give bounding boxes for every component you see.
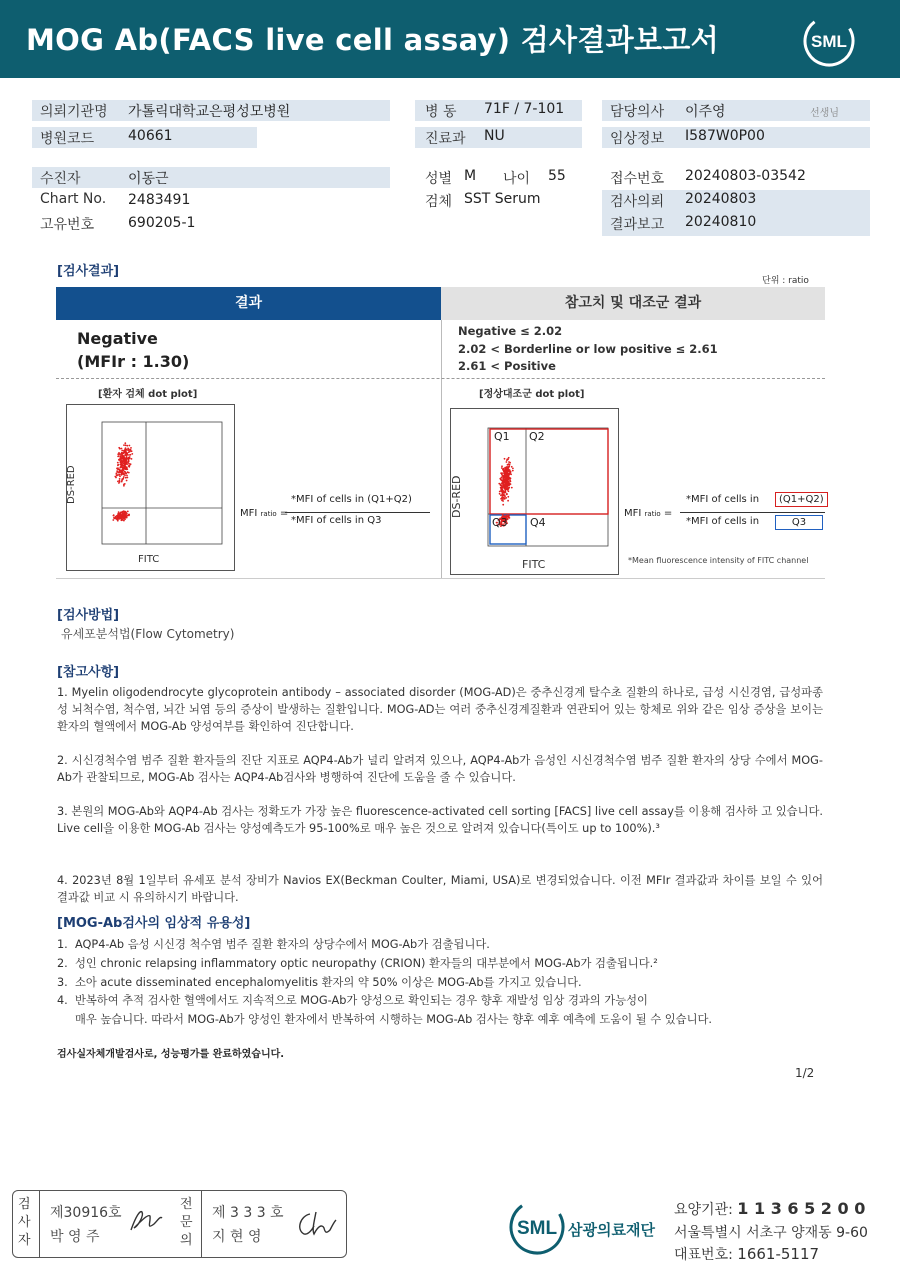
req-org-value: 가톨릭대학교은평성모병원: [128, 104, 291, 120]
control-plot-title: [정상대조군 dot plot]: [479, 389, 585, 400]
utility-item-3: 3. 소아 acute disseminated encephalomyelitis 환자의 약 50% 이상은 MOG-Ab를 가지고 있습니다.: [57, 976, 582, 989]
sex-label: 성별: [425, 171, 453, 187]
flow-event-dot: [119, 516, 121, 518]
note-1: 1. Myelin oligodendrocyte glycoprotein antibody – associated disorder (MOG-AD)은 중추신경계 탈수초 질환의 하나로, 급성 시신경염, 급성파종성 뇌척수염, 척수염, 뇌간 뇌염 등의 증상이 발생하는 질환입니다. MOG-AD는 여러 중추신경계질환과 연관되어 있는 항체로 위와 같은 임상 증상을 보이는 환자의 혈액에서 MOG-Ab 양성여부를 확인하여 진단합니다.: [57, 686, 823, 733]
sign-label-2: 전문의: [180, 1197, 193, 1248]
receipt-value: 20240803-03542: [685, 168, 806, 184]
flow-event-dot: [505, 491, 507, 493]
flow-event-dot: [506, 487, 508, 489]
flow-event-dot: [123, 467, 125, 469]
flow-event-dot: [503, 495, 505, 497]
signature-1: [128, 1206, 164, 1236]
flow-event-dot: [503, 491, 505, 493]
flow-event-dot: [508, 484, 510, 486]
flow-event-dot: [507, 496, 509, 498]
flow-event-dot: [509, 480, 511, 482]
flow-event-dot: [124, 461, 126, 463]
flow-event-dot: [501, 497, 503, 499]
uid-label: 고유번호: [40, 217, 95, 233]
flow-event-dot: [119, 476, 121, 478]
flow-event-dot: [507, 474, 509, 476]
utility-item-4-cont: 매우 높습니다. 따라서 MOG-Ab가 양성인 환자에서 반복하여 시행하는 MOG-Ab 검사는 향후 예후 예측에 도움이 될 수 있습니다.: [57, 1013, 712, 1026]
flow-event-dot: [123, 513, 125, 515]
phone-label: 대표번호:: [674, 1247, 733, 1263]
flow-event-dot: [506, 471, 508, 473]
flow-event-dot: [509, 462, 511, 464]
result-mfir: (MFIr : 1.30): [77, 352, 190, 371]
flow-event-dot: [510, 471, 512, 473]
flow-event-dot: [120, 470, 122, 472]
flow-event-dot: [125, 516, 127, 518]
result-col-header: 결과: [56, 287, 441, 320]
flow-event-dot: [125, 511, 127, 513]
flow-event-dot: [131, 450, 133, 452]
utility-section-title: [MOG-Ab검사의 임상적 유용성]: [57, 916, 251, 931]
flow-event-dot: [119, 518, 121, 520]
dept-value: NU: [484, 128, 505, 144]
flow-event-dot: [117, 516, 119, 518]
clinical-label: 임상정보: [610, 131, 665, 147]
flow-event-dot: [506, 461, 508, 463]
flow-event-dot: [508, 466, 510, 468]
q4-label: Q4: [530, 516, 546, 529]
flow-event-dot: [506, 459, 508, 461]
sign-num-2: 제 3 3 3 호: [212, 1205, 284, 1221]
flow-event-dot: [128, 451, 130, 453]
flow-event-dot: [124, 483, 126, 485]
flow-event-dot: [125, 477, 127, 479]
flow-event-dot: [508, 477, 510, 479]
patient-value: 이동근: [128, 171, 169, 187]
flow-event-dot: [128, 454, 130, 456]
flow-event-dot: [126, 475, 128, 477]
result-section-title: [검사결과]: [57, 264, 120, 279]
flow-event-dot: [116, 470, 118, 472]
flow-event-dot: [117, 462, 119, 464]
flow-event-dot: [126, 463, 128, 465]
phone-value: 1661-5117: [737, 1245, 820, 1263]
reference-col-header: 참고치 및 대조군 결과: [441, 287, 825, 320]
flow-event-dot: [130, 447, 132, 449]
result-separator: [56, 378, 825, 379]
flow-event-dot: [506, 489, 508, 491]
control-mfi-text: MFI: [624, 508, 642, 519]
flow-event-dot: [116, 475, 118, 477]
report-value: 20240810: [685, 214, 757, 230]
control-formula-den-box: Q3: [775, 515, 823, 530]
flow-event-dot: [120, 454, 122, 456]
flow-event-dot: [120, 466, 122, 468]
chart-label: Chart No.: [40, 191, 107, 207]
chart-value: 2483491: [128, 192, 191, 208]
patient-formula-num: *MFI of cells in (Q1+Q2): [291, 494, 412, 505]
flow-event-dot: [506, 466, 508, 468]
flow-event-dot: [128, 460, 130, 462]
flow-event-dot: [122, 516, 124, 518]
flow-event-dot: [499, 491, 501, 493]
flow-event-dot: [512, 468, 514, 470]
ref-negative: Negative ≤ 2.02: [458, 324, 563, 338]
specimen-value: SST Serum: [464, 191, 541, 207]
flow-event-dot: [113, 515, 115, 517]
patient-dot-plot: [66, 404, 236, 572]
flow-event-dot: [506, 493, 508, 495]
ref-positive: 2.61 < Positive: [458, 359, 556, 373]
flow-event-dot: [128, 463, 130, 465]
sml-logo: [802, 14, 856, 68]
req-org-label: 의뢰기관명: [40, 104, 108, 120]
flow-event-dot: [512, 470, 514, 472]
flow-event-dot: [500, 483, 502, 485]
control-x-axis-label: FITC: [522, 558, 546, 571]
ward-value: 71F / 7-101: [484, 101, 565, 117]
flow-event-dot: [508, 490, 510, 492]
request-value: 20240803: [685, 191, 757, 207]
flow-event-dot: [115, 473, 117, 475]
flow-event-dot: [127, 477, 129, 479]
flow-event-dot: [121, 512, 123, 514]
flow-event-dot: [128, 472, 130, 474]
sign-name-1: 박 영 주: [50, 1229, 100, 1245]
flow-event-dot: [501, 465, 503, 467]
signature-2: [294, 1208, 338, 1240]
flow-event-dot: [131, 453, 133, 455]
note-2: 2. 시신경척수염 범주 질환 환자들의 진단 지표로 AQP4-Ab가 널리 알려져 있으나, AQP4-Ab가 음성인 시신경척수염 범주 질환 환자의 상당 수에서 MOG-Ab가 관찰되므로, MOG-Ab 검사는 AQP4-Ab검사와 병행하여 진단에 도움을 줄 수 있습니다.: [57, 754, 823, 784]
flow-event-dot: [503, 475, 505, 477]
mfi-footnote: *Mean fluorescence intensity of FITC channel: [628, 556, 809, 565]
flow-event-dot: [112, 519, 114, 521]
flow-event-dot: [118, 447, 120, 449]
utility-item-1: 1. AQP4-Ab 음성 시신경 척수염 범주 질환 환자의 상당수에서 MOG-Ab가 검출됩니다.: [57, 938, 490, 951]
method-section-title: [검사방법]: [57, 608, 120, 623]
doctor-label: 담당의사: [610, 104, 665, 120]
ward-label: 병 동: [425, 104, 457, 120]
utility-item-4: 4. 반복하여 추적 검사한 혈액에서도 지속적으로 MOG-Ab가 양성으로 확인되는 경우 향후 재발성 임상 경과의 가능성이: [57, 994, 648, 1007]
note-3: 3. 본원의 MOG-Ab와 AQP4-Ab 검사는 정확도가 가장 높은 fluorescence-activated cell sorting [FACS] live cell assay를 이용해 검사하 고 있습니다. Live cell을 이용한 MOG-Ab 검사는 양성예측도가 95-100%로 매우 높은 것으로 알려져 있습니다(특이도 up to 100%).³: [57, 805, 823, 835]
control-dot-plot: [450, 408, 620, 576]
page-number: 1/2: [795, 1066, 815, 1080]
flow-event-dot: [128, 466, 130, 468]
inst-value: 1 1 3 6 5 2 0 0: [737, 1199, 866, 1218]
flow-event-dot: [504, 458, 506, 460]
flow-event-dot: [508, 457, 510, 459]
flow-event-dot: [126, 453, 128, 455]
inst-label: 요양기관:: [674, 1202, 733, 1218]
flow-event-dot: [121, 472, 123, 474]
flow-event-dot: [504, 497, 506, 499]
hosp-code-label: 병원코드: [40, 131, 95, 147]
sign-label-1: 검사자: [18, 1197, 31, 1248]
specimen-label: 검체: [425, 194, 453, 210]
flow-event-dot: [122, 458, 124, 460]
flow-event-dot: [123, 444, 125, 446]
table-divider: [441, 320, 442, 578]
method-text: 유세포분석법(Flow Cytometry): [61, 627, 235, 641]
org-name: 삼광의료재단: [568, 1221, 655, 1239]
flow-event-dot: [501, 479, 503, 481]
control-formula-bar: [680, 512, 825, 513]
patient-y-axis-label: DS-RED: [66, 465, 77, 504]
flow-event-dot: [119, 481, 121, 483]
report-header: [0, 0, 900, 78]
patient-formula-bar: [285, 512, 430, 513]
flow-event-dot: [119, 469, 121, 471]
flow-event-dot: [118, 452, 120, 454]
flow-event-dot: [117, 465, 119, 467]
sign-num-1: 제30916호: [50, 1205, 122, 1221]
flow-event-dot: [511, 466, 513, 468]
patient-mfi-sub: ratio: [260, 510, 277, 518]
flow-event-dot: [507, 500, 509, 502]
flow-event-dot: [505, 484, 507, 486]
flow-event-dot: [124, 465, 126, 467]
phone-line: [674, 1244, 819, 1264]
flow-event-dot: [117, 520, 119, 522]
flow-event-dot: [124, 474, 126, 476]
flow-event-dot: [508, 463, 510, 465]
flow-event-dot: [508, 473, 510, 475]
flow-event-dot: [508, 515, 510, 517]
note-4: 4. 2023년 8월 1일부터 유세포 분석 장비가 Navios EX(Beckman Coulter, Miami, USA)로 변경되었습니다. 이전 MFIr 결과값과 차이를 보일 수 있어 결과값 비교 시 유의하시기 바랍니다.: [57, 874, 823, 904]
flow-event-dot: [503, 479, 505, 481]
receipt-label: 접수번호: [610, 171, 665, 187]
flow-event-dot: [114, 476, 116, 478]
ref-borderline: 2.02 < Borderline or low positive ≤ 2.61: [458, 342, 718, 356]
flow-event-dot: [123, 510, 125, 512]
sex-value: M: [464, 168, 477, 184]
flow-event-dot: [123, 476, 125, 478]
sign-name-2: 지 현 영: [212, 1229, 262, 1245]
age-value: 55: [548, 168, 566, 184]
request-label: 검사의뢰: [610, 194, 665, 210]
control-y-axis-label: DS-RED: [450, 475, 463, 518]
patient-mfi-text: MFI: [240, 508, 258, 519]
flow-event-dot: [120, 458, 122, 460]
control-formula-num-box: (Q1+Q2): [775, 492, 828, 507]
doctor-value: 이주영: [685, 104, 726, 120]
clinical-value: I587W0P00: [685, 128, 765, 144]
flow-event-dot: [511, 487, 513, 489]
control-formula-den: *MFI of cells in: [686, 516, 760, 527]
flow-event-dot: [506, 479, 508, 481]
sml-footer-logo: [508, 1198, 566, 1256]
flow-event-dot: [502, 504, 504, 506]
result-bottom-line: [56, 578, 825, 579]
flow-event-dot: [130, 449, 132, 451]
age-label: 나이: [503, 171, 531, 187]
flow-event-dot: [123, 470, 125, 472]
flow-event-dot: [507, 482, 509, 484]
flow-event-dot: [127, 511, 129, 513]
patient-x-axis-label: FITC: [138, 554, 160, 565]
flow-event-dot: [126, 458, 128, 460]
flow-event-dot: [501, 490, 503, 492]
flow-event-dot: [114, 518, 116, 520]
patient-row: [32, 167, 390, 188]
sml-logo-text: SML: [811, 32, 847, 51]
flow-event-dot: [125, 447, 127, 449]
utility-item-2: 2. 성인 chronic relapsing inflammatory optic neuropathy (CRION) 환자들의 대부분에서 MOG-Ab가 검출됩니다.²: [57, 957, 658, 970]
hosp-code-value: 40661: [128, 128, 173, 144]
dept-label: 진료과: [425, 131, 466, 147]
flow-event-dot: [501, 477, 503, 479]
org-address: 서울특별시 서초구 양재동 9-60: [674, 1225, 868, 1241]
flow-event-dot: [130, 463, 132, 465]
flow-event-dot: [502, 486, 504, 488]
flow-event-dot: [126, 445, 128, 447]
control-mfi-label: MFI ratio =: [624, 508, 673, 519]
flow-event-dot: [123, 457, 125, 459]
flow-event-dot: [503, 469, 505, 471]
flow-event-dot: [499, 493, 501, 495]
unit-label: 단위 : ratio: [762, 276, 809, 286]
flow-event-dot: [118, 474, 120, 476]
q2-label: Q2: [529, 430, 545, 443]
flow-event-dot: [121, 481, 123, 483]
q1-label: Q1: [494, 430, 510, 443]
patient-label: 수진자: [40, 171, 81, 187]
flow-event-dot: [504, 476, 506, 478]
flow-event-dot: [121, 450, 123, 452]
validation-note: 검사실자체개발검사로, 성능평가를 완료하였습니다.: [57, 1049, 285, 1060]
q3-label: Q3: [492, 516, 508, 529]
flow-event-dot: [125, 515, 127, 517]
sml-footer-logo-text: SML: [516, 1218, 558, 1239]
flow-event-dot: [125, 472, 127, 474]
flow-event-dot: [502, 482, 504, 484]
flow-event-dot: [129, 445, 131, 447]
flow-event-dot: [501, 467, 503, 469]
inst-line: [674, 1199, 865, 1219]
flow-event-dot: [126, 480, 128, 482]
flow-event-dot: [118, 511, 120, 513]
flow-event-dot: [120, 472, 122, 474]
control-formula-num: *MFI of cells in: [686, 494, 760, 505]
patient-plot-title: [환자 검체 dot plot]: [98, 389, 198, 400]
patient-mfi-label: MFI ratio =: [240, 508, 289, 519]
flow-event-dot: [128, 514, 130, 516]
flow-event-dot: [124, 442, 126, 444]
flow-event-dot: [117, 468, 119, 470]
flow-event-dot: [126, 459, 128, 461]
patient-formula-den: *MFI of cells in Q3: [291, 515, 382, 526]
report-label: 결과보고: [610, 217, 665, 233]
flow-event-dot: [123, 520, 125, 522]
flow-event-dot: [117, 456, 119, 458]
flow-event-dot: [121, 448, 123, 450]
uid-value: 690205-1: [128, 215, 196, 231]
flow-event-dot: [131, 458, 133, 460]
result-value: Negative: [77, 329, 158, 348]
flow-event-dot: [124, 450, 126, 452]
flow-event-dot: [125, 444, 127, 446]
report-title: MOG Ab(FACS live cell assay) 검사결과보고서: [26, 23, 719, 57]
doctor-suffix: 선생님: [810, 108, 839, 119]
notes-section-title: [참고사항]: [57, 665, 120, 680]
flow-event-dot: [119, 478, 121, 480]
flow-event-dot: [128, 457, 130, 459]
control-mfi-sub: ratio: [644, 510, 661, 518]
